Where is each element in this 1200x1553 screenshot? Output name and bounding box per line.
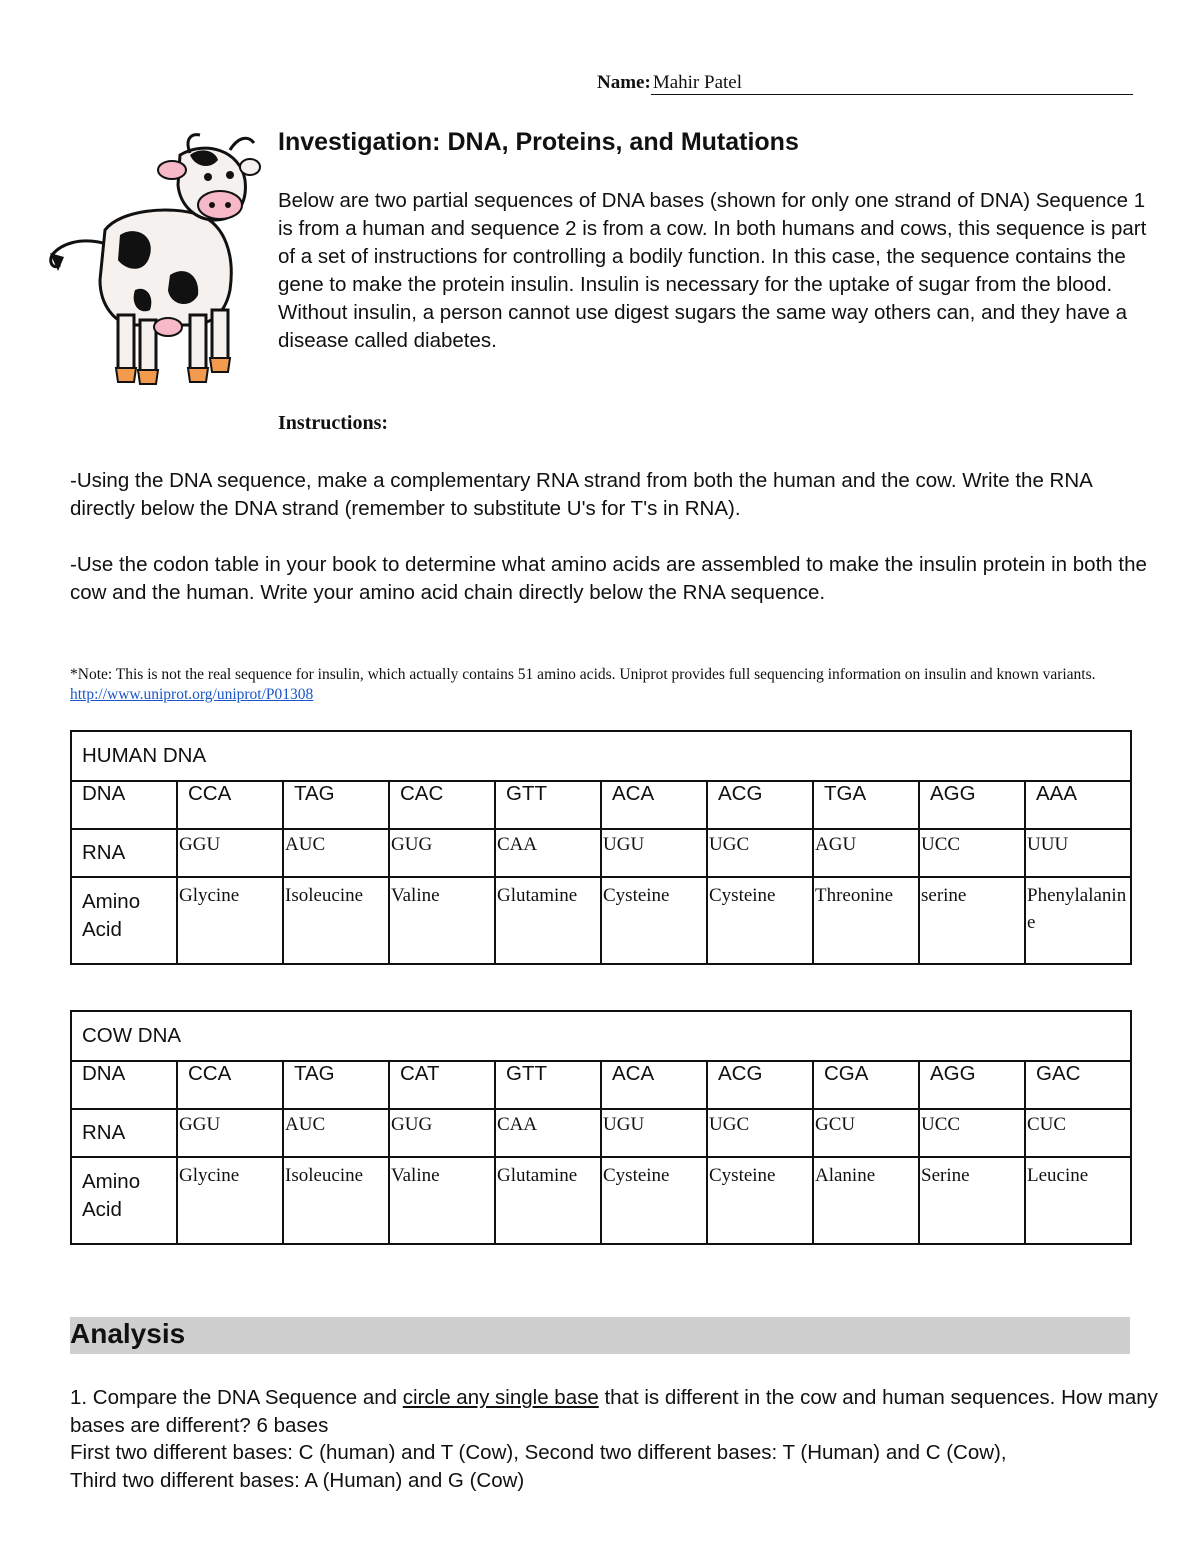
amino-cell bbox=[283, 877, 389, 964]
dna-cell bbox=[919, 1061, 1025, 1109]
amino-value: Valine bbox=[391, 885, 440, 906]
rna-value: GCU bbox=[815, 1114, 856, 1135]
dna-value: CAC bbox=[400, 782, 444, 805]
dna-value: GAC bbox=[1036, 1062, 1081, 1085]
rna-value: UGC bbox=[709, 834, 750, 855]
q1-answer-line1: First two different bases: C (human) and T (Cow), Second two different bases: T (Human) and C (Cow), bbox=[70, 1441, 1007, 1464]
amino-value: Threonine bbox=[815, 885, 894, 906]
dna-value: ACG bbox=[718, 782, 763, 805]
rna-cell bbox=[707, 829, 813, 877]
amino-value: Glycine bbox=[179, 885, 240, 906]
dna-value: ACA bbox=[612, 1062, 655, 1085]
dna-value: ACA bbox=[612, 782, 655, 805]
analysis-heading: Analysis bbox=[70, 1318, 186, 1349]
rna-cell bbox=[177, 1109, 283, 1157]
dna-cell bbox=[813, 781, 919, 829]
rna-value: AUC bbox=[285, 1114, 326, 1135]
rna-cell bbox=[601, 829, 707, 877]
amino-value: Serine bbox=[921, 1165, 970, 1186]
instruction-rna: -Using the DNA sequence, make a complementary RNA strand from both the human and the cow. Write the RNA directly below the DNA strand (remember to substitute U's for T's in RNA). bbox=[70, 469, 1092, 520]
dna-cell bbox=[283, 781, 389, 829]
amino-cell bbox=[283, 1157, 389, 1244]
rna-value: CAA bbox=[497, 834, 538, 855]
cow-table-heading: COW DNA bbox=[71, 1011, 1131, 1061]
dna-cell bbox=[707, 781, 813, 829]
amino-value: serine bbox=[921, 885, 967, 906]
amino-cell bbox=[707, 1157, 813, 1244]
amino-cell bbox=[1025, 877, 1131, 964]
amino-cell bbox=[389, 1157, 495, 1244]
amino-value: Glutamine bbox=[497, 885, 578, 906]
amino-cell bbox=[389, 877, 495, 964]
intro-paragraph: Below are two partial sequences of DNA bases (shown for only one strand of DNA) Sequence 1 is from a human and sequence 2 is from a cow. In both humans and cows, this sequence is part of a set of instructions for controlling a bodily function. In this case, the sequence contains the gene to make the protein insulin. Insulin is necessary for the uptake of sugar from the blood. Without insulin, a person cannot use digest sugars the same way others can, and they have a disease called diabetes. bbox=[278, 189, 1147, 352]
amino-value: Phenylalanine bbox=[1027, 885, 1127, 933]
dna-value: AGG bbox=[930, 1062, 976, 1085]
dna-value: CCA bbox=[188, 782, 232, 805]
rna-value: UCC bbox=[921, 834, 961, 855]
rna-cell bbox=[601, 1109, 707, 1157]
rna-value: GUG bbox=[391, 1114, 433, 1135]
dna-value: GTT bbox=[506, 782, 547, 805]
rna-value: GUG bbox=[391, 834, 433, 855]
rna-value: AUC bbox=[285, 834, 326, 855]
amino-cell bbox=[919, 1157, 1025, 1244]
rna-value: UGU bbox=[603, 834, 645, 855]
dna-cell bbox=[389, 781, 495, 829]
amino-value: Cysteine bbox=[603, 1165, 670, 1186]
dna-label bbox=[71, 781, 177, 829]
rna-cell bbox=[1025, 1109, 1131, 1157]
dna-cell bbox=[177, 781, 283, 829]
dna-cell bbox=[177, 1061, 283, 1109]
cow-dna-table bbox=[70, 1010, 1132, 1245]
amino-cell bbox=[601, 1157, 707, 1244]
rna-value: UUU bbox=[1027, 834, 1069, 855]
dna-cell bbox=[813, 1061, 919, 1109]
rna-value: UGU bbox=[603, 1114, 645, 1135]
name-value: Mahir Patel bbox=[651, 72, 1133, 95]
rna-value: UGC bbox=[709, 1114, 750, 1135]
rna-cell bbox=[389, 829, 495, 877]
amino-value: Cysteine bbox=[709, 1165, 776, 1186]
dna-cell bbox=[1025, 781, 1131, 829]
amino-value: Alanine bbox=[815, 1165, 876, 1186]
question-1 bbox=[70, 1384, 1170, 1494]
rna-label: RNA bbox=[71, 1109, 177, 1157]
human-dna-row bbox=[71, 781, 1131, 829]
cow-dna-row bbox=[71, 1061, 1131, 1109]
rna-cell bbox=[919, 829, 1025, 877]
dna-cell bbox=[707, 1061, 813, 1109]
q1-underlined: circle any single base bbox=[402, 1386, 599, 1409]
amino-cell bbox=[177, 877, 283, 964]
page-title: Investigation: DNA, Proteins, and Mutations bbox=[278, 128, 799, 156]
dna-value: ACG bbox=[718, 1062, 763, 1085]
dna-cell bbox=[495, 1061, 601, 1109]
instructions-heading: Instructions: bbox=[278, 412, 389, 434]
q1-prefix: 1. Compare the DNA Sequence and bbox=[70, 1386, 403, 1409]
amino-value: Leucine bbox=[1027, 1165, 1089, 1186]
amino-cell bbox=[919, 877, 1025, 964]
rna-cell bbox=[283, 1109, 389, 1157]
rna-cell bbox=[813, 1109, 919, 1157]
dna-cell bbox=[1025, 1061, 1131, 1109]
dna-cell bbox=[495, 781, 601, 829]
uniprot-link[interactable]: http://www.uniprot.org/uniprot/P01308 bbox=[70, 686, 314, 703]
amino-cell bbox=[177, 1157, 283, 1244]
amino-label: Amino Acid bbox=[71, 1157, 177, 1244]
instruction-amino: -Use the codon table in your book to determine what amino acids are assembled to make the insulin protein in both the cow and the human. Write your amino acid chain directly below the RNA sequence. bbox=[70, 553, 1147, 604]
rna-cell bbox=[177, 829, 283, 877]
rna-cell bbox=[495, 1109, 601, 1157]
dna-value: CCA bbox=[188, 1062, 232, 1085]
rna-value: UCC bbox=[921, 1114, 961, 1135]
amino-cell bbox=[495, 877, 601, 964]
name-label: Name: bbox=[597, 72, 651, 93]
dna-label bbox=[71, 1061, 177, 1109]
dna-value: CAT bbox=[400, 1062, 440, 1085]
rna-cell bbox=[707, 1109, 813, 1157]
amino-label: Amino Acid bbox=[71, 877, 177, 964]
rna-value: CAA bbox=[497, 1114, 538, 1135]
dna-value: TGA bbox=[824, 782, 867, 805]
rna-cell bbox=[813, 829, 919, 877]
dna-value: GTT bbox=[506, 1062, 547, 1085]
human-rna-row bbox=[71, 829, 1131, 877]
amino-cell bbox=[813, 1157, 919, 1244]
dna-value: CGA bbox=[824, 1062, 869, 1085]
rna-value: AGU bbox=[815, 834, 857, 855]
dna-cell bbox=[283, 1061, 389, 1109]
name-line bbox=[597, 72, 1135, 95]
rna-value: GGU bbox=[179, 834, 221, 855]
cow-amino-row bbox=[71, 1157, 1131, 1244]
human-table-heading: HUMAN DNA bbox=[71, 731, 1131, 781]
note-text: *Note: This is not the real sequence for insulin, which actually contains 51 amino acids. Uniprot provides full sequencing information on insulin and known variants. bbox=[70, 666, 1096, 683]
dna-value: AAA bbox=[1036, 782, 1078, 805]
amino-value: Isoleucine bbox=[285, 885, 364, 906]
q1-suffix: that is different in the cow and human sequences. How many bases are different? 6 bases bbox=[70, 1386, 1158, 1437]
analysis-header-bar bbox=[70, 1317, 1130, 1354]
amino-value: Glutamine bbox=[497, 1165, 578, 1186]
amino-value: Cysteine bbox=[603, 885, 670, 906]
rna-value: CUC bbox=[1027, 1114, 1067, 1135]
amino-cell bbox=[707, 877, 813, 964]
amino-value: Valine bbox=[391, 1165, 440, 1186]
cow-illustration bbox=[40, 125, 262, 397]
dna-cell bbox=[389, 1061, 495, 1109]
human-amino-row bbox=[71, 877, 1131, 964]
q1-answer-line2: Third two different bases: A (Human) and G (Cow) bbox=[70, 1468, 525, 1492]
rna-cell bbox=[389, 1109, 495, 1157]
amino-cell bbox=[1025, 1157, 1131, 1244]
human-dna-table bbox=[70, 730, 1132, 965]
rna-cell bbox=[495, 829, 601, 877]
dna-cell bbox=[919, 781, 1025, 829]
dna-label-text: DNA bbox=[82, 782, 126, 805]
amino-cell bbox=[813, 877, 919, 964]
amino-value: Isoleucine bbox=[285, 1165, 364, 1186]
amino-value: Cysteine bbox=[709, 885, 776, 906]
dna-label-text: DNA bbox=[82, 1062, 126, 1085]
rna-value: GGU bbox=[179, 1114, 221, 1135]
dna-cell bbox=[601, 781, 707, 829]
amino-cell bbox=[495, 1157, 601, 1244]
cow-rna-row bbox=[71, 1109, 1131, 1157]
dna-value: AGG bbox=[930, 782, 976, 805]
rna-label: RNA bbox=[71, 829, 177, 877]
amino-value: Glycine bbox=[179, 1165, 240, 1186]
note bbox=[70, 665, 1150, 705]
dna-value: TAG bbox=[294, 782, 335, 805]
dna-value: TAG bbox=[294, 1062, 335, 1085]
rna-cell bbox=[919, 1109, 1025, 1157]
amino-cell bbox=[601, 877, 707, 964]
rna-cell bbox=[1025, 829, 1131, 877]
rna-cell bbox=[283, 829, 389, 877]
dna-cell bbox=[601, 1061, 707, 1109]
